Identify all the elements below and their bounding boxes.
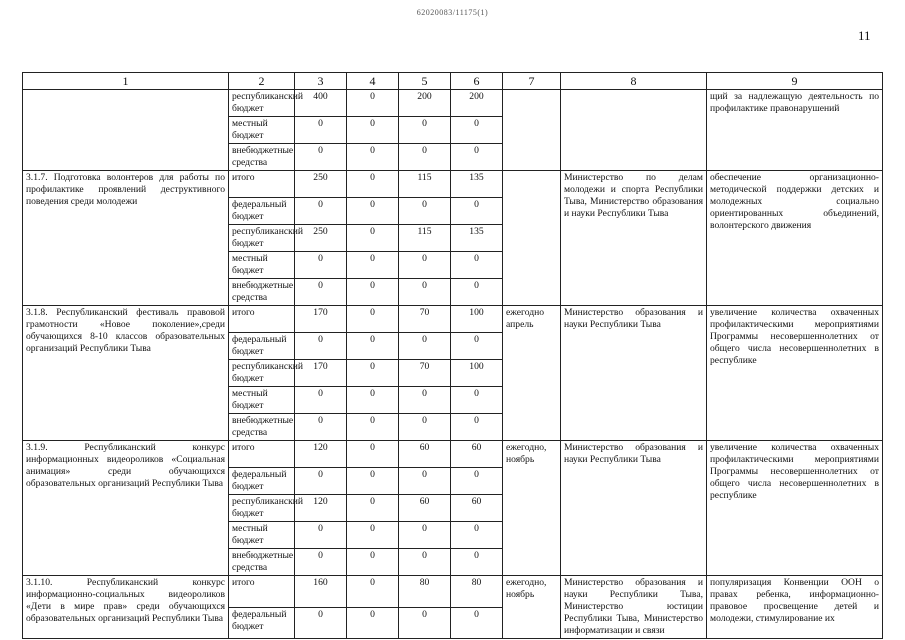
amount-total-cell: 170 — [295, 360, 347, 387]
amount-total-cell: 0 — [295, 333, 347, 360]
table-row — [23, 90, 883, 117]
amount-year1-cell: 0 — [347, 387, 399, 414]
amount-total-cell: 0 — [295, 252, 347, 279]
amount-year2-cell: 115 — [399, 171, 451, 198]
executor-cell: Министерство образования и науки Республики Тыва — [561, 306, 707, 441]
amount-year1-cell: 0 — [347, 90, 399, 117]
amount-year3-cell: 0 — [451, 522, 503, 549]
term-cell: ежегодно, ноябрь — [503, 441, 561, 576]
activity-name-cell: 3.1.9. Республиканский конкурс информационных видеороликов «Социальная анимация» среди обучающихся образовательных организаций Республики Тыва — [23, 441, 229, 576]
col-header: 7 — [503, 73, 561, 90]
amount-total-cell: 250 — [295, 225, 347, 252]
amount-year2-cell: 0 — [399, 252, 451, 279]
expected-result-cell: обеспечение организационно-методической поддержки детских и молодежных социально ориентированных объединений, волонтерского движения — [707, 171, 883, 306]
table-row — [23, 441, 883, 468]
funding-source-cell: федеральный бюджет — [229, 198, 295, 225]
amount-year2-cell: 0 — [399, 279, 451, 306]
amount-year2-cell: 0 — [399, 607, 451, 639]
col-header: 9 — [707, 73, 883, 90]
expected-result-cell: популяризация Конвенции ООН о правах ребенка, информационно-правовое просвещение детей и молодежи, стимулирование их — [707, 576, 883, 639]
executor-cell: Министерство по делам молодежи и спорта Республики Тыва, Министерство образования и науки Республики Тыва — [561, 171, 707, 306]
amount-total-cell: 0 — [295, 387, 347, 414]
amount-year2-cell: 0 — [399, 522, 451, 549]
amount-year3-cell: 100 — [451, 306, 503, 333]
amount-year3-cell: 0 — [451, 549, 503, 576]
amount-year2-cell: 115 — [399, 225, 451, 252]
funding-source-cell: внебюджетные средства — [229, 414, 295, 441]
amount-year2-cell: 0 — [399, 144, 451, 171]
amount-year1-cell: 0 — [347, 607, 399, 639]
amount-total-cell: 0 — [295, 117, 347, 144]
amount-year3-cell: 0 — [451, 468, 503, 495]
amount-year1-cell: 0 — [347, 198, 399, 225]
amount-year1-cell: 0 — [347, 495, 399, 522]
amount-year2-cell: 0 — [399, 387, 451, 414]
amount-year3-cell: 0 — [451, 198, 503, 225]
funding-source-cell: местный бюджет — [229, 522, 295, 549]
amount-year1-cell: 0 — [347, 144, 399, 171]
col-header: 3 — [295, 73, 347, 90]
amount-year2-cell: 0 — [399, 468, 451, 495]
col-header: 5 — [399, 73, 451, 90]
amount-total-cell: 0 — [295, 607, 347, 639]
expected-result-cell: увеличение количества охваченных профилактическими мероприятиями Программы несовершеннолетних от общего числа несовершеннолетних в республике — [707, 441, 883, 576]
activity-name-cell: 3.1.10. Республиканский конкурс информационно-социальных видеороликов «Дети в мире прав» среди обучающихся образовательных организаций Республики Тыва — [23, 576, 229, 639]
funding-source-cell: итого — [229, 441, 295, 468]
term-cell — [503, 90, 561, 171]
amount-year3-cell: 0 — [451, 607, 503, 639]
funding-source-cell: местный бюджет — [229, 117, 295, 144]
amount-year2-cell: 80 — [399, 576, 451, 608]
amount-year2-cell: 60 — [399, 495, 451, 522]
amount-year1-cell: 0 — [347, 522, 399, 549]
amount-year1-cell: 0 — [347, 333, 399, 360]
amount-total-cell: 0 — [295, 522, 347, 549]
amount-year3-cell: 0 — [451, 117, 503, 144]
amount-total-cell: 250 — [295, 171, 347, 198]
amount-year1-cell: 0 — [347, 360, 399, 387]
funding-source-cell: федеральный бюджет — [229, 468, 295, 495]
amount-year1-cell: 0 — [347, 252, 399, 279]
amount-year1-cell: 0 — [347, 468, 399, 495]
page-number: 11 — [858, 28, 871, 43]
activity-name-cell — [23, 90, 229, 171]
amount-year3-cell: 0 — [451, 144, 503, 171]
amount-total-cell: 0 — [295, 144, 347, 171]
amount-total-cell: 160 — [295, 576, 347, 608]
amount-year3-cell: 0 — [451, 387, 503, 414]
amount-year1-cell: 0 — [347, 549, 399, 576]
amount-year2-cell: 60 — [399, 441, 451, 468]
amount-year3-cell: 0 — [451, 414, 503, 441]
amount-year1-cell: 0 — [347, 306, 399, 333]
funding-source-cell: внебюджетные средства — [229, 279, 295, 306]
table-row — [23, 306, 883, 333]
amount-year1-cell: 0 — [347, 414, 399, 441]
amount-year2-cell: 0 — [399, 549, 451, 576]
amount-year1-cell: 0 — [347, 171, 399, 198]
col-header: 4 — [347, 73, 399, 90]
funding-source-cell: республиканский бюджет — [229, 495, 295, 522]
col-header: 1 — [23, 73, 229, 90]
amount-year2-cell: 0 — [399, 333, 451, 360]
amount-total-cell: 170 — [295, 306, 347, 333]
amount-total-cell: 120 — [295, 495, 347, 522]
table-row — [23, 576, 883, 608]
amount-total-cell: 0 — [295, 198, 347, 225]
col-header: 2 — [229, 73, 295, 90]
amount-year1-cell: 0 — [347, 225, 399, 252]
funding-source-cell: итого — [229, 306, 295, 333]
amount-year1-cell: 0 — [347, 279, 399, 306]
funding-source-cell: внебюджетные средства — [229, 144, 295, 171]
amount-total-cell: 0 — [295, 414, 347, 441]
term-cell: ежегодно, ноябрь — [503, 576, 561, 639]
executor-cell: Министерство образования и науки Республики Тыва — [561, 441, 707, 576]
col-header: 6 — [451, 73, 503, 90]
funding-source-cell: федеральный бюджет — [229, 607, 295, 639]
amount-year2-cell: 70 — [399, 360, 451, 387]
amount-year3-cell: 60 — [451, 495, 503, 522]
amount-year2-cell: 0 — [399, 117, 451, 144]
amount-year1-cell: 0 — [347, 117, 399, 144]
amount-total-cell: 0 — [295, 279, 347, 306]
amount-year2-cell: 200 — [399, 90, 451, 117]
funding-source-cell: итого — [229, 171, 295, 198]
expected-result-cell: увеличение количества охваченных профилактическими мероприятиями Программы несовершеннолетних от общего числа несовершеннолетних в республике — [707, 306, 883, 441]
amount-year3-cell: 80 — [451, 576, 503, 608]
term-cell — [503, 171, 561, 306]
amount-total-cell: 0 — [295, 468, 347, 495]
amount-year1-cell: 0 — [347, 441, 399, 468]
executor-cell: Министерство образования и науки Республики Тыва, Министерство юстиции Республики Тыва, Министерство информатизации и связи — [561, 576, 707, 639]
expected-result-cell: щий за надлежащую деятельность по профилактике правонарушений — [707, 90, 883, 171]
amount-year3-cell: 0 — [451, 252, 503, 279]
col-header: 8 — [561, 73, 707, 90]
funding-source-cell: местный бюджет — [229, 387, 295, 414]
amount-year3-cell: 100 — [451, 360, 503, 387]
amount-total-cell: 120 — [295, 441, 347, 468]
funding-source-cell: местный бюджет — [229, 252, 295, 279]
amount-year3-cell: 135 — [451, 171, 503, 198]
funding-source-cell: внебюджетные средства — [229, 549, 295, 576]
amount-year3-cell: 135 — [451, 225, 503, 252]
amount-year1-cell: 0 — [347, 576, 399, 608]
activity-name-cell: 3.1.7. Подготовка волонтеров для работы по профилактике проявлений деструктивного поведения среди молодежи — [23, 171, 229, 306]
program-table — [22, 72, 883, 639]
amount-total-cell: 0 — [295, 549, 347, 576]
funding-source-cell: республиканский бюджет — [229, 225, 295, 252]
document-header-code: 62020083/11175(1) — [416, 8, 489, 17]
funding-source-cell: республиканский бюджет — [229, 90, 295, 117]
amount-year3-cell: 0 — [451, 333, 503, 360]
amount-year3-cell: 0 — [451, 279, 503, 306]
funding-source-cell: федеральный бюджет — [229, 333, 295, 360]
table-row — [23, 171, 883, 198]
amount-year2-cell: 0 — [399, 414, 451, 441]
term-cell: ежегодно апрель — [503, 306, 561, 441]
funding-source-cell: итого — [229, 576, 295, 608]
amount-total-cell: 400 — [295, 90, 347, 117]
activity-name-cell: 3.1.8. Республиканский фестиваль правовой грамотности «Новое поколение»,среди обучающихся 8-10 классов образовательных организаций Республики Тыва — [23, 306, 229, 441]
amount-year2-cell: 0 — [399, 198, 451, 225]
amount-year3-cell: 60 — [451, 441, 503, 468]
executor-cell — [561, 90, 707, 171]
column-number-row — [23, 73, 883, 90]
amount-year3-cell: 200 — [451, 90, 503, 117]
amount-year2-cell: 70 — [399, 306, 451, 333]
funding-source-cell: республиканский бюджет — [229, 360, 295, 387]
